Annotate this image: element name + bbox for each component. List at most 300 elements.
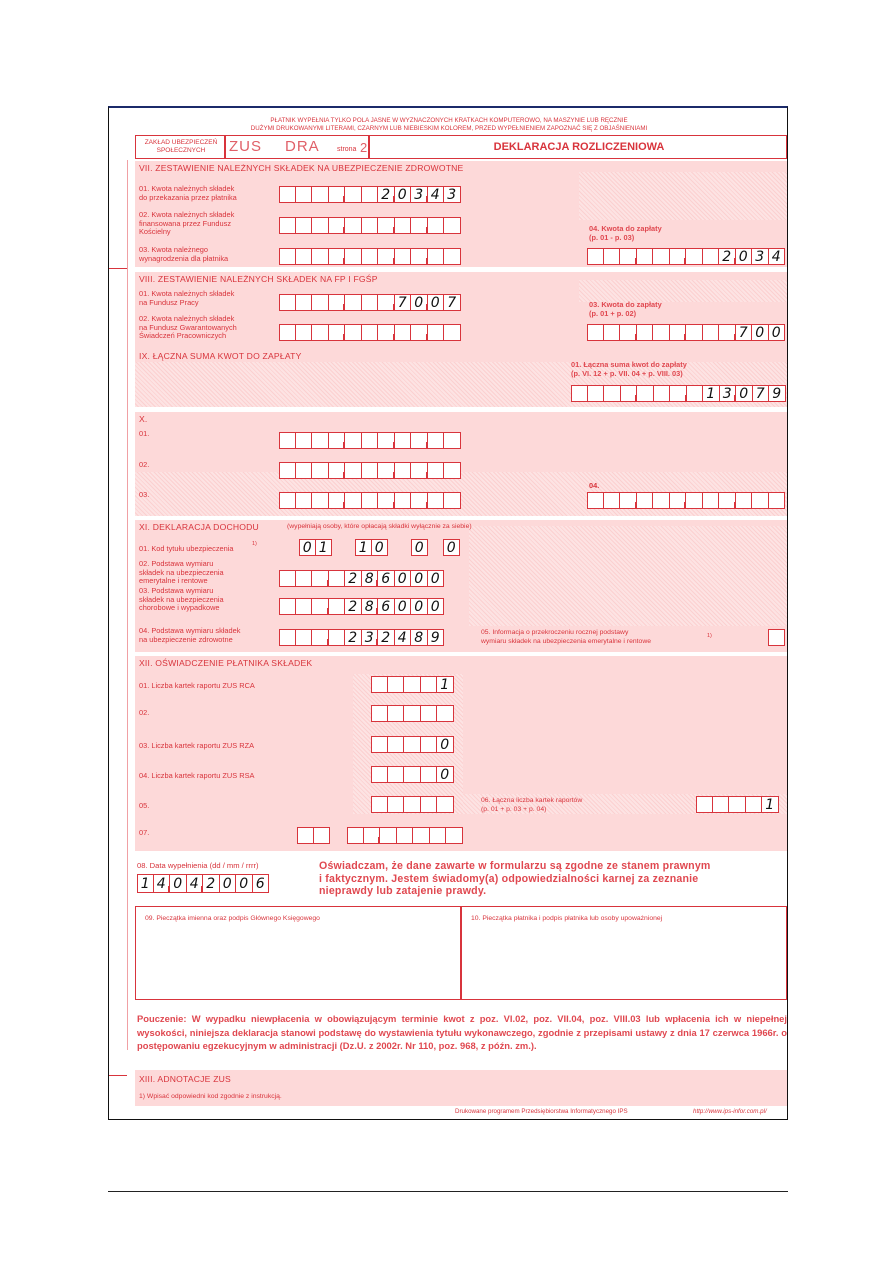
digit-cell[interactable] [371,766,388,783]
digit-cell[interactable] [446,827,463,844]
digit-cell[interactable] [362,462,379,479]
digit-cell[interactable] [404,736,421,753]
s11-field-05-footnote-ref: 1) [707,633,712,639]
s11-field-01-input-b[interactable] [355,539,388,556]
digit-cell[interactable] [404,766,421,783]
section-viii-hatch [579,280,787,302]
publisher-url: http://www.ips-infor.com.pl/ [693,1108,767,1115]
digit-cell[interactable] [329,186,346,203]
digit-cell[interactable] [752,492,769,509]
section-vii-hatch [579,172,787,220]
s12-field-08-input[interactable] [137,874,269,893]
digit-cell[interactable] [413,827,430,844]
digit-cell[interactable]: 0 [437,736,454,753]
digit-cell[interactable] [653,324,670,341]
s7-field-04-input[interactable] [587,248,785,265]
digit-cell[interactable]: 4 [187,874,204,893]
s11-field-05-input[interactable] [768,629,785,646]
digit-cell[interactable]: 0 [411,294,428,311]
s10-field-04-label: 04. [589,481,600,490]
digit-cell[interactable]: 3 [444,186,461,203]
digit-cell[interactable]: 6 [253,874,270,893]
digit-cell[interactable] [329,629,346,646]
s11-field-04-label: 04. Podstawa wymiaru składek na ubezpieczenie zdrowotne [139,626,241,644]
digit-cell[interactable] [279,492,296,509]
digit-cell[interactable] [378,294,395,311]
s12-field-03-input[interactable] [371,736,454,753]
digit-cell[interactable] [296,248,313,265]
digit-cell[interactable] [604,385,621,402]
digit-cell[interactable] [588,385,605,402]
digit-cell[interactable] [404,676,421,693]
digit-cell[interactable]: 0 [411,539,428,556]
digit-cell[interactable]: 0 [428,598,445,615]
page-number-value: 2 [360,140,368,155]
digit-cell[interactable]: 2 [203,874,220,893]
digit-cell[interactable] [670,385,687,402]
digit-cell[interactable] [296,629,313,646]
digit-cell[interactable] [395,492,412,509]
digit-cell[interactable] [713,796,730,813]
digit-cell[interactable] [296,462,313,479]
digit-cell[interactable]: 4 [154,874,171,893]
digit-cell[interactable] [329,492,346,509]
s11-field-05-label: 05. Informacja o przekroczeniu rocznej podstawy wymiaru składek na ubezpieczenia emerytalne i rentowe [481,629,652,645]
s12-field-08-label: 08. Data wypełnienia (dd / mm / rrrr) [137,861,259,870]
digit-cell[interactable]: 2 [378,186,395,203]
s12-field-09-label: 09. Pieczątka imienna oraz podpis Głównego Księgowego [145,915,320,922]
digit-cell[interactable] [345,217,362,234]
s9-field-01-input[interactable] [571,385,786,402]
digit-cell[interactable] [312,324,329,341]
digit-cell[interactable]: 2 [345,570,362,587]
digit-cell[interactable]: 6 [378,598,395,615]
digit-cell[interactable]: 4 [769,248,786,265]
digit-cell[interactable] [587,492,604,509]
digit-cell[interactable] [421,676,438,693]
digit-cell[interactable] [719,324,736,341]
digit-cell[interactable] [395,432,412,449]
digit-cell[interactable]: 7 [753,385,770,402]
s10-field-04-input[interactable] [587,492,785,509]
digit-cell[interactable] [279,294,296,311]
digit-cell[interactable] [296,570,313,587]
digit-cell[interactable] [428,248,445,265]
digit-cell[interactable] [670,248,687,265]
digit-cell[interactable] [686,324,703,341]
digit-cell[interactable] [686,248,703,265]
s7-field-02-label: 02. Kwota należnych składek finansowana przez Fundusz Kościelny [139,210,235,236]
digit-cell[interactable] [329,570,346,587]
s11-field-01-input-c[interactable] [411,539,428,556]
page-number-label: strona [337,146,357,153]
digit-cell[interactable]: 2 [378,629,395,646]
digit-cell[interactable]: 0 [236,874,253,893]
s12-field-02-label: 02. [139,708,150,717]
digit-cell[interactable]: 1 [316,539,333,556]
digit-cell[interactable] [329,432,346,449]
digit-cell[interactable] [345,186,362,203]
digit-cell[interactable] [428,432,445,449]
digit-cell[interactable]: 0 [395,186,412,203]
section-xi-hatch [469,526,787,626]
digit-cell[interactable] [378,432,395,449]
digit-cell[interactable] [395,462,412,479]
digit-cell[interactable] [703,248,720,265]
digit-cell[interactable] [297,827,314,844]
digit-cell[interactable]: 1 [137,874,154,893]
s12-field-04-label: 04. Liczba kartek raportu ZUS RSA [139,771,255,780]
digit-cell[interactable] [395,248,412,265]
s11-field-03-label: 03. Podstawa wymiaru składek na ubezpieczenia chorobowe i wypadkowe [139,586,224,612]
digit-cell[interactable]: 7 [444,294,461,311]
digit-cell[interactable] [587,248,604,265]
digit-cell[interactable] [312,432,329,449]
digit-cell[interactable] [362,186,379,203]
digit-cell[interactable]: 1 [355,539,372,556]
s12-field-10-label: 10. Pieczątka płatnika i podpis płatnika lub osoby upoważnionej [471,915,663,922]
section-viii-title: VIII. ZESTAWIENIE NALEŻNYCH SKŁADEK NA FP I FGŚP [139,274,378,284]
digit-cell[interactable] [687,385,704,402]
digit-cell[interactable] [345,432,362,449]
digit-cell[interactable]: 2 [719,248,736,265]
digit-cell[interactable] [444,217,461,234]
digit-cell[interactable] [670,492,687,509]
s7-field-03-input[interactable] [279,248,461,265]
digit-cell[interactable] [312,570,329,587]
digit-cell[interactable] [378,217,395,234]
digit-cell[interactable]: 7 [395,294,412,311]
digit-cell[interactable]: 4 [395,629,412,646]
s12-field-02-input[interactable] [371,705,454,722]
printed-by: Drukowane programem Przedsiębiorstwa Informatycznego IPS [455,1108,628,1115]
digit-cell[interactable] [371,705,388,722]
s10-field-03-label: 03. [139,490,150,499]
digit-cell[interactable]: 0 [443,539,460,556]
margin-line [127,160,128,1050]
digit-cell[interactable]: 0 [437,766,454,783]
s10-field-01-label: 01. [139,429,150,438]
digit-cell[interactable] [587,324,604,341]
digit-cell[interactable] [329,294,346,311]
digit-cell[interactable] [345,294,362,311]
digit-cell[interactable]: 0 [752,324,769,341]
digit-cell[interactable] [279,598,296,615]
digit-cell[interactable] [362,248,379,265]
digit-cell[interactable] [703,492,720,509]
digit-cell[interactable] [437,796,454,813]
digit-cell[interactable] [696,796,713,813]
digit-cell[interactable] [312,186,329,203]
digit-cell[interactable] [296,186,313,203]
footnote-1: 1) Wpisać odpowiedni kod zgodnie z instrukcją. [139,1093,282,1100]
digit-cell[interactable]: 3 [752,248,769,265]
section-vii-title: VII. ZESTAWIENIE NALEŻNYCH SKŁADEK NA UBEZPIECZENIE ZDROWOTNE [139,163,464,173]
digit-cell[interactable] [411,248,428,265]
s11-field-01-label: 01. Kod tytułu ubezpieczenia [139,544,234,553]
dra-form-page [108,106,788,1120]
digit-cell[interactable] [637,248,654,265]
digit-cell[interactable] [345,248,362,265]
digit-cell[interactable] [637,324,654,341]
digit-cell[interactable]: 0 [220,874,237,893]
digit-cell[interactable]: 0 [411,598,428,615]
digit-cell[interactable] [329,462,346,479]
s11-field-01-footnote-ref: 1) [252,541,257,547]
digit-cell[interactable] [444,324,461,341]
digit-cell[interactable] [604,492,621,509]
digit-cell[interactable]: 0 [428,570,445,587]
s12-field-01-label: 01. Liczba kartek raportu ZUS RCA [139,681,255,690]
digit-cell[interactable] [279,629,296,646]
s11-field-04-input[interactable] [279,629,444,646]
digit-cell[interactable] [395,217,412,234]
digit-cell[interactable]: 0 [299,539,316,556]
s12-field-06-label: 06. Łączna liczba kartek raportów (p. 01 + p. 03 + p. 04) [481,797,583,813]
digit-cell[interactable]: 0 [411,570,428,587]
margin-mark [109,1075,127,1076]
digit-cell[interactable] [428,324,445,341]
digit-cell[interactable] [312,462,329,479]
digit-cell[interactable] [437,705,454,722]
digit-cell[interactable] [388,736,405,753]
digit-cell[interactable] [768,629,785,646]
digit-cell[interactable] [279,324,296,341]
digit-cell[interactable] [428,462,445,479]
dra-label: DRA [285,138,320,155]
s8-field-01-input[interactable] [279,294,461,311]
digit-cell[interactable]: 3 [362,629,379,646]
digit-cell[interactable] [371,796,388,813]
digit-cell[interactable] [653,492,670,509]
digit-cell[interactable] [421,736,438,753]
digit-cell[interactable] [411,462,428,479]
digit-cell[interactable] [411,432,428,449]
digit-cell[interactable]: 1 [437,676,454,693]
digit-cell[interactable]: 9 [769,385,786,402]
digit-cell[interactable] [362,324,379,341]
digit-cell[interactable] [395,324,412,341]
digit-cell[interactable]: 0 [395,570,412,587]
s8-field-02-input[interactable] [279,324,461,341]
digit-cell[interactable] [571,385,588,402]
digit-cell[interactable]: 0 [395,598,412,615]
legal-notice: Pouczenie: W wypadku niewpłacenia w obowiązującym terminie kwot z poz. VI.02, poz. VII.04, poz. VIII.03 lub wpłacenia ich w niepełnej wysokości, niniejsza deklaracja stanowi podstawę do wystawienia tytułu wykonawczego, zgodnie z przepisami ustawy z dnia 17 czerwca 1966r. o postępowaniu egzekucyjnym w administracji (Dz.U. z 2002r. Nr 110, poz. 968, z późn. zm.). [137,1013,787,1051]
digit-cell[interactable] [362,294,379,311]
digit-cell[interactable] [378,492,395,509]
digit-cell[interactable]: 0 [736,385,753,402]
digit-cell[interactable]: 0 [769,324,786,341]
digit-cell[interactable] [746,796,763,813]
digit-cell[interactable] [444,462,461,479]
digit-cell[interactable] [312,294,329,311]
digit-cell[interactable] [296,492,313,509]
digit-cell[interactable] [428,217,445,234]
s7-field-02-input[interactable] [279,217,461,234]
digit-cell[interactable] [314,827,331,844]
digit-cell[interactable] [312,629,329,646]
s8-field-03-label: 03. Kwota do zapłaty (p. 01 + p. 02) [589,300,662,318]
digit-cell[interactable] [604,324,621,341]
digit-cell[interactable] [296,217,313,234]
s11-field-03-input[interactable] [279,598,444,615]
digit-cell[interactable] [296,324,313,341]
s7-field-03-label: 03. Kwota należnego wynagrodzenia dla płatnika [139,245,229,263]
digit-cell[interactable] [312,598,329,615]
s10-field-02-label: 02. [139,460,150,469]
s12-field-01-input[interactable] [371,676,454,693]
s8-field-03-input[interactable] [587,324,785,341]
digit-cell[interactable] [686,492,703,509]
page-bottom-rule [108,1191,788,1192]
section-ix-title: IX. ŁĄCZNA SUMA KWOT DO ZAPŁATY [139,351,302,361]
digit-cell[interactable] [637,385,654,402]
s11-field-02-input[interactable] [279,570,444,587]
digit-cell[interactable]: 0 [372,539,389,556]
digit-cell[interactable] [345,324,362,341]
digit-cell[interactable] [371,736,388,753]
digit-cell[interactable] [404,705,421,722]
s7-field-01-input[interactable] [279,186,461,203]
digit-cell[interactable]: 1 [762,796,779,813]
digit-cell[interactable] [362,217,379,234]
section-x-title: X. [139,414,148,424]
digit-cell[interactable] [296,432,313,449]
digit-cell[interactable]: 3 [720,385,737,402]
digit-cell[interactable]: 9 [428,629,445,646]
digit-cell[interactable] [637,492,654,509]
s10-field-01-input[interactable] [279,432,461,449]
s11-field-01-input-a[interactable] [299,539,332,556]
digit-cell[interactable] [312,248,329,265]
instructions-line-2: DUŻYMI DRUKOWANYMI LITERAMI, CZARNYM LUB NIEBIESKIM KOLOREM, PRZED WYPEŁNIENIEM ZAPOZNAĆ SIĘ Z OBJAŚNIENIAMI [250,125,648,132]
digit-cell[interactable]: 7 [736,324,753,341]
digit-cell[interactable] [397,827,414,844]
digit-cell[interactable] [411,492,428,509]
s10-field-03-input[interactable] [279,492,461,509]
digit-cell[interactable] [364,827,381,844]
digit-cell[interactable] [329,248,346,265]
digit-cell[interactable] [279,570,296,587]
digit-cell[interactable] [421,705,438,722]
digit-cell[interactable] [421,766,438,783]
digit-cell[interactable] [620,248,637,265]
s8-field-02-label: 02. Kwota należnych składek na Fundusz Gwarantowanych Świadczeń Pracowniczych [139,314,237,340]
digit-cell[interactable] [347,827,364,844]
s9-field-01-label: 01. Łączna suma kwot do zapłaty (p. VI. 12 + p. VII. 04 + p. VIII. 03) [571,360,687,378]
s7-field-01-label: 01. Kwota należnych składek do przekazania przez płatnika [139,184,237,202]
digit-cell[interactable] [604,248,621,265]
digit-cell[interactable] [362,432,379,449]
digit-cell[interactable] [421,796,438,813]
s12-field-07-input-a[interactable] [297,827,330,844]
digit-cell[interactable] [654,385,671,402]
digit-cell[interactable] [345,462,362,479]
digit-cell[interactable]: 0 [170,874,187,893]
digit-cell[interactable] [620,324,637,341]
digit-cell[interactable]: 2 [345,598,362,615]
digit-cell[interactable] [296,598,313,615]
digit-cell[interactable]: 4 [428,186,445,203]
digit-cell[interactable] [388,796,405,813]
digit-cell[interactable] [296,294,313,311]
digit-cell[interactable] [653,248,670,265]
digit-cell[interactable] [378,248,395,265]
s12-field-07-input-b[interactable] [347,827,463,844]
header-divider [224,135,226,159]
digit-cell[interactable]: 0 [428,294,445,311]
digit-cell[interactable] [378,462,395,479]
digit-cell[interactable]: 8 [411,629,428,646]
digit-cell[interactable] [279,462,296,479]
digit-cell[interactable]: 2 [345,629,362,646]
section-xii-title: XII. OŚWIADCZENIE PŁATNIKA SKŁADEK [139,658,313,668]
digit-cell[interactable] [388,676,405,693]
digit-cell[interactable]: 6 [378,570,395,587]
digit-cell[interactable] [329,217,346,234]
digit-cell[interactable]: 1 [703,385,720,402]
digit-cell[interactable] [279,217,296,234]
digit-cell[interactable]: 8 [362,570,379,587]
s12-field-04-input[interactable] [371,766,454,783]
digit-cell[interactable] [670,324,687,341]
digit-cell[interactable] [329,324,346,341]
s12-field-07-label: 07. [139,828,150,837]
digit-cell[interactable] [444,432,461,449]
digit-cell[interactable] [388,766,405,783]
s12-field-06-input[interactable] [696,796,779,813]
digit-cell[interactable] [380,827,397,844]
digit-cell[interactable] [621,385,638,402]
s8-field-01-label: 01. Kwota należnych składek na Fundusz Pracy [139,289,235,307]
digit-cell[interactable] [279,248,296,265]
digit-cell[interactable]: 0 [736,248,753,265]
digit-cell[interactable] [312,217,329,234]
digit-cell[interactable] [430,827,447,844]
digit-cell[interactable] [279,186,296,203]
digit-cell[interactable] [444,492,461,509]
digit-cell[interactable] [411,324,428,341]
digit-cell[interactable] [411,217,428,234]
s12-field-05-input[interactable] [371,796,454,813]
digit-cell[interactable]: 3 [411,186,428,203]
digit-cell[interactable] [312,492,329,509]
digit-cell[interactable] [279,432,296,449]
digit-cell[interactable] [444,248,461,265]
digit-cell[interactable] [736,492,753,509]
digit-cell[interactable] [362,492,379,509]
digit-cell[interactable] [769,492,786,509]
digit-cell[interactable] [703,324,720,341]
digit-cell[interactable] [329,598,346,615]
s12-field-03-label: 03. Liczba kartek raportu ZUS RZA [139,741,255,750]
digit-cell[interactable] [729,796,746,813]
declaration-text: Oświadczam, że dane zawarte w formularzu są zgodne ze stanem prawnym i faktycznym. Jestem świadomy(a) odpowiedzialności karnej za zeznanie nieprawdy lub zatajenie prawdy. [319,860,711,897]
digit-cell[interactable] [620,492,637,509]
s10-field-02-input[interactable] [279,462,461,479]
instructions-line-1: PŁATNIK WYPEŁNIA TYLKO POLA JASNE W WYZNACZONYCH KRATKACH KOMPUTEROWO, NA MASZYNIE LUB RĘCZNIE [270,117,628,124]
digit-cell[interactable] [345,492,362,509]
section-xiii-title: XIII. ADNOTACJE ZUS [139,1074,231,1084]
digit-cell[interactable] [428,492,445,509]
digit-cell[interactable] [388,705,405,722]
s11-field-01-input-d[interactable] [443,539,460,556]
digit-cell[interactable] [404,796,421,813]
digit-cell[interactable] [371,676,388,693]
digit-cell[interactable]: 8 [362,598,379,615]
digit-cell[interactable] [378,324,395,341]
digit-cell[interactable] [719,492,736,509]
